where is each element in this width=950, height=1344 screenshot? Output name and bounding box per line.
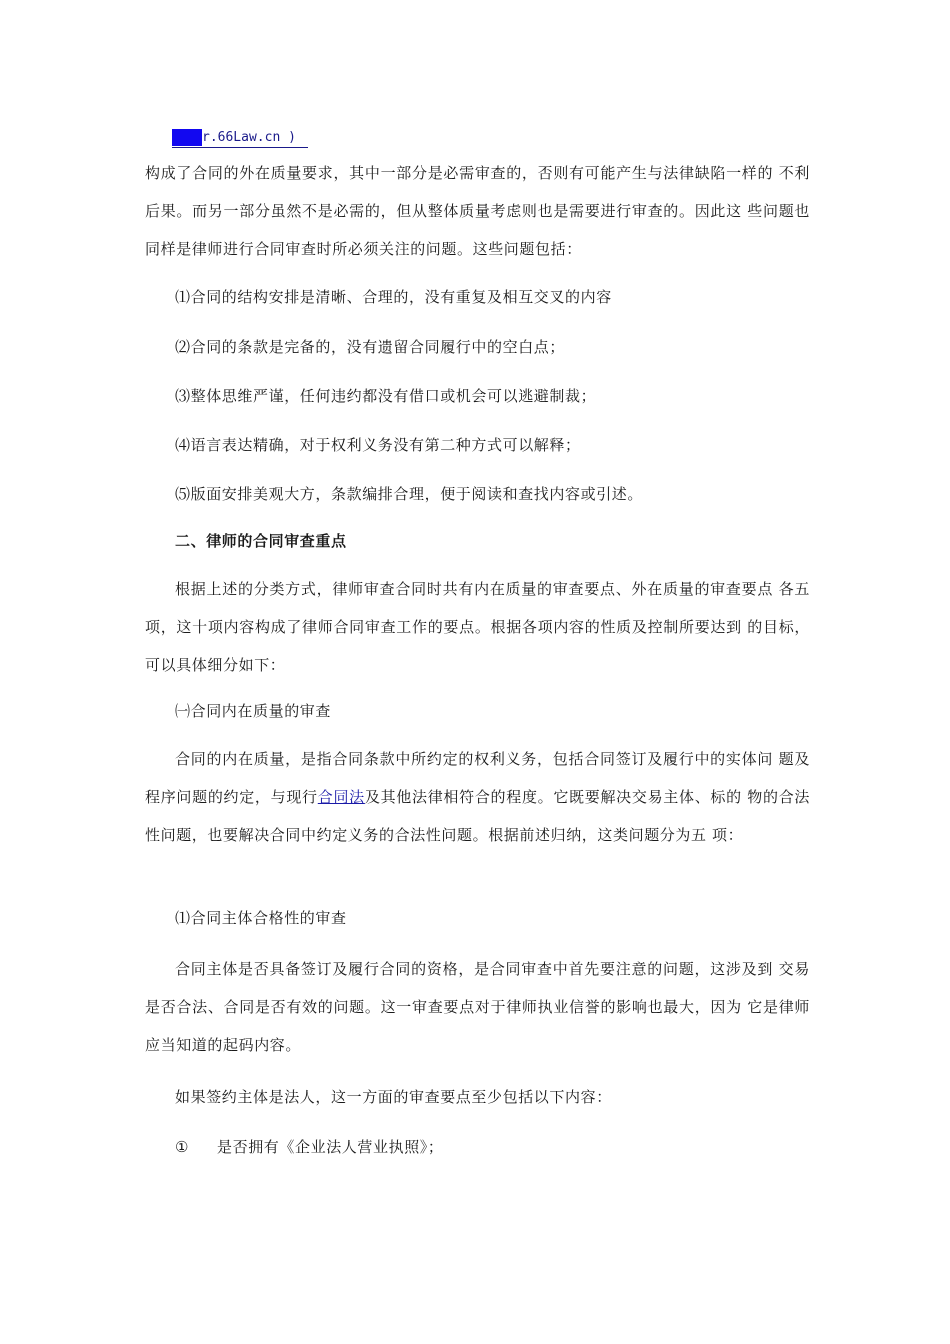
list-item [175, 1136, 444, 1157]
source-url-text: r.66Law.cn ) [202, 130, 296, 145]
intro-paragraph: 构成了合同的外在质量要求，其中一部分是必需审查的，否则有可能产生与法律缺陷一样的 不利后果。而另一部分虽然不是必需的，但从整体质量考虑则也是需要进行审查的。因此这 些问题也同样是律师进行合同审查时所必须关注的问题。这些问题包括： [145, 164, 810, 258]
section-paragraph: 如果签约主体是法人，这一方面的审查要点至少包括以下内容： [175, 1088, 612, 1106]
paragraph-text: 及其他法律相符合的程度。它既要解决交易主体、标的 物的合法性问题，也要解决合同中约定义务的合法性问题。根据前述归纳，这类问题分为五 项： [145, 788, 810, 844]
section-paragraph [145, 740, 810, 854]
subsection-title: ㈠合同内在质量的审查 [175, 702, 332, 720]
list-item: ⑵合同的条款是完备的，没有遗留合同履行中的空白点； [175, 338, 566, 356]
source-url-link[interactable] [172, 129, 308, 148]
list-item: ⑶整体思维严谨，任何违约都没有借口或机会可以逃避制裁； [175, 387, 597, 405]
section-paragraph: 合同主体是否具备签订及履行合同的资格，是合同审查中首先要注意的问题，这涉及到 交易是否合法、合同是否有效的问题。这一审查要点对于律师执业信誉的影响也最大，因为 它是律师应当知道的起码内容。 [145, 960, 810, 1054]
redaction-block [172, 129, 202, 146]
paragraph-text: 合同的内在质量，是指合同条款中所约定的权利义务，包括合同签订及履行中的实体问 题及程序问题的约定，与现行 [145, 750, 810, 806]
list-item: ⑸版面安排美观大方，条款编排合理，便于阅读和查找内容或引述。 [175, 485, 644, 503]
section-heading: 二、律师的合同审查重点 [175, 532, 347, 550]
contract-law-link[interactable]: 合同法 [317, 788, 365, 806]
list-item: ⑴合同的结构安排是清晰、合理的，没有重复及相互交叉的内容 [175, 288, 612, 306]
item-number: ① [175, 1138, 190, 1156]
section-paragraph: 根据上述的分类方式，律师审查合同时共有内在质量的审查要点、外在质量的审查要点 各五项，这十项内容构成了律师合同审查工作的要点。根据各项内容的性质及控制所要达到 的目标，可以具体细分如下： [145, 580, 810, 674]
subsection-title: ⑴合同主体合格性的审查 [175, 909, 347, 927]
item-text: 是否拥有《企业法人营业执照》； [217, 1138, 444, 1156]
list-item: ⑷语言表达精确，对于权利义务没有第二种方式可以解释； [175, 436, 581, 454]
